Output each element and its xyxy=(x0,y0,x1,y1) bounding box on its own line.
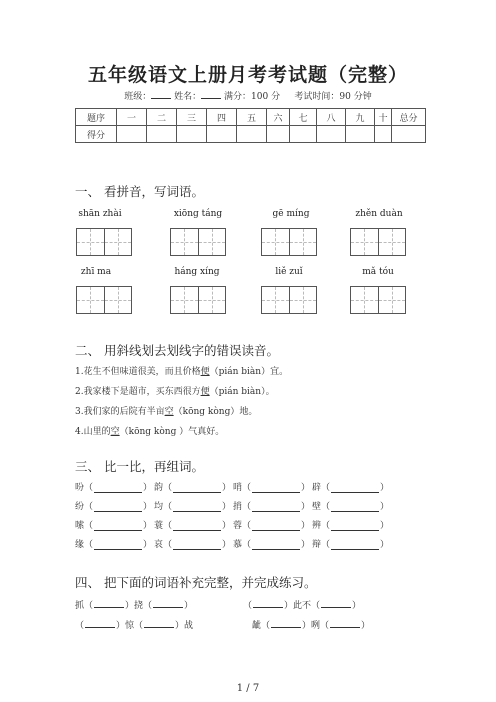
score-header-cell: 六 xyxy=(267,109,290,126)
score-header-cell: 五 xyxy=(237,109,267,126)
answer-blank[interactable] xyxy=(252,503,300,512)
name-label: 姓名： xyxy=(174,92,202,102)
idiom-item: 抓（ ）挠（ ） xyxy=(75,601,194,611)
writing-box[interactable] xyxy=(261,228,317,256)
pinyin-label: zhěn duàn xyxy=(355,209,403,219)
page-title: 五年级语文上册月考考试题（完整） xyxy=(87,64,408,86)
writing-box[interactable] xyxy=(170,228,226,256)
answer-blank[interactable] xyxy=(173,484,221,493)
pinyin-label: liě zuǐ xyxy=(275,267,303,277)
score-cell[interactable] xyxy=(346,126,375,143)
score-header-cell: 四 xyxy=(207,109,237,126)
writing-box[interactable] xyxy=(350,286,406,314)
pinyin-label: shān zhài xyxy=(78,209,122,219)
score-cell[interactable] xyxy=(207,126,237,143)
question-line: 2.我家楼下是超市，买东西很方便（pián biàn）。 xyxy=(75,387,275,397)
score-header-cell: 总分 xyxy=(392,109,426,126)
answer-blank[interactable] xyxy=(173,503,221,512)
question-line: 1.花生不但味道很美，而且价格便（pián biàn）宜。 xyxy=(75,367,289,377)
score-header-cell: 三 xyxy=(177,109,207,126)
score-header-cell: 九 xyxy=(346,109,375,126)
score-row-label: 得分 xyxy=(76,126,117,143)
idiom-item: 龇（ ）咧（ ） xyxy=(252,621,371,631)
answer-blank[interactable] xyxy=(173,522,221,531)
question-line: 4.山里的空（kōng kòng ）气真好。 xyxy=(75,427,225,437)
answer-blank[interactable] xyxy=(331,484,379,493)
exam-info xyxy=(0,89,496,102)
answer-blank[interactable] xyxy=(94,503,142,512)
score-value-row xyxy=(76,126,426,143)
section2-heading: 二、 用斜线划去划线字的错误读音。 xyxy=(75,343,279,358)
class-label: 班级： xyxy=(124,92,152,102)
section4-heading: 四、 把下面的词语补充完整，并完成练习。 xyxy=(75,575,317,590)
word-row: 嗦 （ ） 蓑 （ ） 蓉 （ ） 辨 （ ） xyxy=(75,521,390,531)
answer-blank[interactable] xyxy=(94,599,124,608)
exam-time: 考试时间：90 分钟 xyxy=(294,92,372,102)
pinyin-label: zhī ma xyxy=(80,267,112,277)
score-header-row xyxy=(76,109,426,126)
answer-blank[interactable] xyxy=(252,541,300,550)
question-line: 3.我们家的后院有半亩空（kōng kòng）地。 xyxy=(75,407,258,417)
score-header-cell: 二 xyxy=(147,109,177,126)
class-blank[interactable] xyxy=(151,89,171,99)
word-row: 缘 （ ） 哀 （ ） 慕 （ ） 辩 （ ） xyxy=(75,540,390,550)
answer-blank[interactable] xyxy=(94,484,142,493)
answer-blank[interactable] xyxy=(321,599,351,608)
score-cell[interactable] xyxy=(177,126,207,143)
idiom-item: （ ）惊（ ）战 xyxy=(75,621,194,631)
answer-blank[interactable] xyxy=(330,619,360,628)
writing-box[interactable] xyxy=(350,228,406,256)
writing-box[interactable] xyxy=(76,228,132,256)
word-row: 纷 （ ） 均 （ ） 捎 （ ） 壁 （ ） xyxy=(75,502,390,512)
score-cell[interactable] xyxy=(237,126,267,143)
answer-blank[interactable] xyxy=(252,484,300,493)
answer-blank[interactable] xyxy=(144,619,174,628)
answer-blank[interactable] xyxy=(253,599,283,608)
score-header-cell: 题序 xyxy=(76,109,117,126)
answer-blank[interactable] xyxy=(153,599,183,608)
score-header-cell: 七 xyxy=(290,109,317,126)
score-header-cell: 八 xyxy=(317,109,346,126)
section1-heading: 一、 看拼音，写词语。 xyxy=(75,184,204,199)
score-cell[interactable] xyxy=(147,126,177,143)
pinyin-label: gē míng xyxy=(272,209,310,219)
score-header-cell: 十 xyxy=(375,109,392,126)
pinyin-label: xiōng táng xyxy=(173,209,223,219)
underlined-char: 便 xyxy=(200,387,210,397)
page-number: 1 / 7 xyxy=(236,683,260,694)
word-row: 吩 （ ） 韵 （ ） 哨 （ ） 辟 （ ） xyxy=(75,483,390,493)
score-cell[interactable] xyxy=(117,126,147,143)
score-cell[interactable] xyxy=(290,126,317,143)
answer-blank[interactable] xyxy=(271,619,301,628)
score-header-cell: 一 xyxy=(117,109,147,126)
answer-blank[interactable] xyxy=(331,503,379,512)
score-cell[interactable] xyxy=(317,126,346,143)
answer-blank[interactable] xyxy=(94,522,142,531)
underlined-char: 空 xyxy=(164,407,174,417)
full-score: 满分：100 分 xyxy=(224,92,281,102)
score-cell[interactable] xyxy=(267,126,290,143)
answer-blank[interactable] xyxy=(173,541,221,550)
underlined-char: 空 xyxy=(110,427,120,437)
answer-blank[interactable] xyxy=(252,522,300,531)
section3-heading: 三、 比一比，再组词。 xyxy=(75,459,204,474)
idiom-item: （ ）此不（ ） xyxy=(243,601,362,611)
answer-blank[interactable] xyxy=(331,541,379,550)
name-blank[interactable] xyxy=(201,89,221,99)
underlined-char: 便 xyxy=(200,367,210,377)
score-cell[interactable] xyxy=(392,126,426,143)
writing-box[interactable] xyxy=(76,286,132,314)
answer-blank[interactable] xyxy=(85,619,115,628)
answer-blank[interactable] xyxy=(94,541,142,550)
pinyin-label: háng xíng xyxy=(174,267,220,277)
score-cell[interactable] xyxy=(375,126,392,143)
writing-box[interactable] xyxy=(170,286,226,314)
writing-box[interactable] xyxy=(261,286,317,314)
pinyin-label: mǎ tóu xyxy=(362,267,394,277)
answer-blank[interactable] xyxy=(331,522,379,531)
score-table xyxy=(75,108,426,143)
